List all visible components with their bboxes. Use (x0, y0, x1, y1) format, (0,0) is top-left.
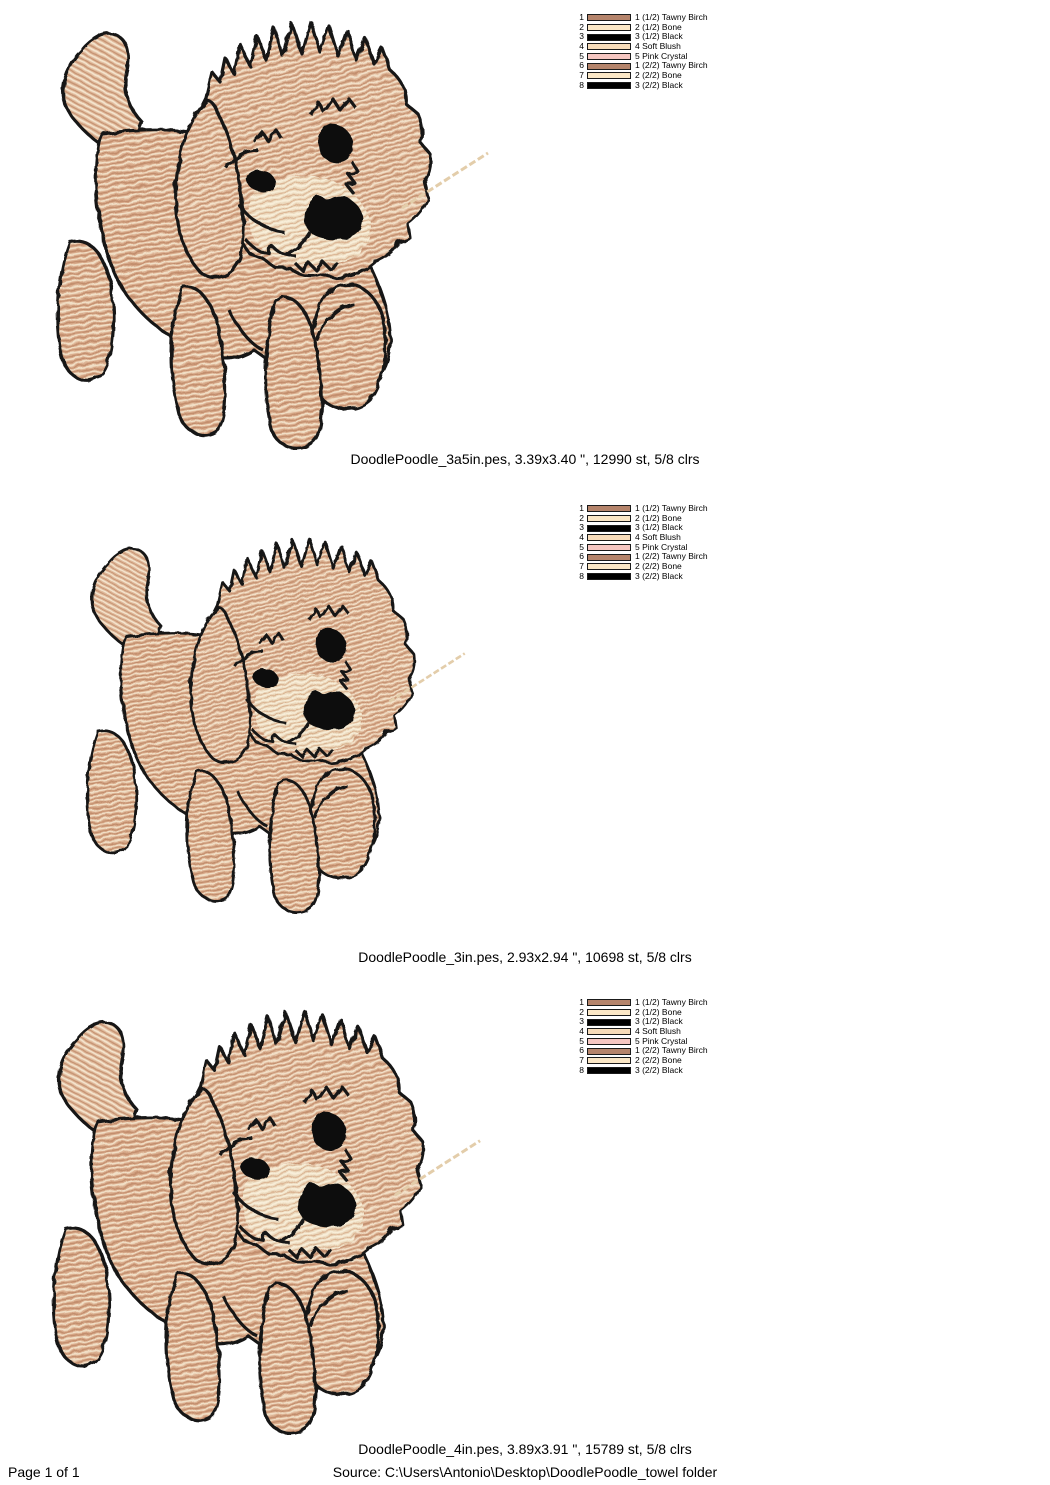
legend-color-swatch (587, 505, 631, 512)
legend-row-label: 1 (2/2) Tawny Birch (635, 551, 708, 562)
legend-row-number: 8 (579, 1064, 584, 1075)
legend-row-label: 3 (2/2) Black (635, 1064, 683, 1075)
thread-color-legend-3 (577, 998, 708, 1076)
legend-color-swatch (587, 34, 631, 41)
source-path: Source: C:\Users\Antonio\Desktop\DoodlePoodle_towel folder (332, 1464, 718, 1480)
legend-row-label: 1 (1/2) Tawny Birch (635, 997, 708, 1007)
legend-color-swatch (587, 999, 631, 1006)
legend-row-label: 1 (2/2) Tawny Birch (635, 60, 708, 71)
legend-row-label: 2 (1/2) Bone (635, 1006, 682, 1017)
legend-row-label: 2 (1/2) Bone (635, 21, 682, 32)
legend-color-swatch (587, 554, 631, 561)
legend-row-number: 5 (579, 541, 584, 552)
legend-row (577, 81, 708, 91)
legend-row-number: 3 (579, 31, 584, 42)
legend-row-label: 2 (2/2) Bone (635, 1055, 682, 1066)
legend-row-number: 5 (579, 1035, 584, 1046)
legend-row-number: 7 (579, 70, 584, 81)
design-caption-3: DoodlePoodle_4in.pes, 3.89x3.91 ", 15789 st, 5/8 clrs (358, 1441, 692, 1457)
legend-row-number: 2 (579, 512, 584, 523)
legend-color-swatch (587, 534, 631, 541)
legend-color-swatch (587, 63, 631, 70)
legend-row (577, 1066, 708, 1076)
legend-row-label: 4 Soft Blush (635, 41, 681, 52)
design-caption-2: DoodlePoodle_3in.pes, 2.93x2.94 ", 10698 st, 5/8 clrs (358, 949, 692, 965)
legend-row-label: 3 (2/2) Black (635, 570, 683, 581)
legend-row-number: 3 (579, 1016, 584, 1027)
legend-row-label: 3 (2/2) Black (635, 79, 683, 90)
legend-color-swatch (587, 24, 631, 31)
legend-color-swatch (587, 563, 631, 570)
legend-row-label: 4 Soft Blush (635, 1026, 681, 1037)
legend-row-number: 2 (579, 21, 584, 32)
legend-color-swatch (587, 1038, 631, 1045)
dog-embroidery-preview-2 (84, 528, 470, 914)
legend-row-number: 6 (579, 551, 584, 562)
legend-row-label: 5 Pink Crystal (635, 50, 688, 61)
legend-row-number: 8 (579, 79, 584, 90)
legend-color-swatch (587, 1019, 631, 1026)
legend-row-label: 5 Pink Crystal (635, 541, 688, 552)
legend-color-swatch (587, 1028, 631, 1035)
legend-row-number: 4 (579, 532, 584, 543)
legend-color-swatch (587, 573, 631, 580)
legend-row-number: 4 (579, 1026, 584, 1037)
legend-row-label: 3 (1/2) Black (635, 522, 683, 533)
legend-row-label: 3 (1/2) Black (635, 31, 683, 42)
legend-row (577, 572, 708, 582)
legend-row-label: 2 (2/2) Bone (635, 70, 682, 81)
legend-row-label: 1 (1/2) Tawny Birch (635, 12, 708, 22)
legend-row-number: 3 (579, 522, 584, 533)
dog-embroidery-preview-1 (54, 10, 494, 450)
legend-color-swatch (587, 1048, 631, 1055)
thread-color-legend-2 (577, 504, 708, 582)
legend-row-number: 8 (579, 570, 584, 581)
legend-color-swatch (587, 1067, 631, 1074)
legend-row-number: 1 (579, 503, 584, 513)
legend-row-label: 4 Soft Blush (635, 532, 681, 543)
legend-color-swatch (587, 43, 631, 50)
legend-row-label: 1 (1/2) Tawny Birch (635, 503, 708, 513)
legend-color-swatch (587, 82, 631, 89)
legend-row-number: 1 (579, 997, 584, 1007)
legend-color-swatch (587, 515, 631, 522)
legend-row-number: 2 (579, 1006, 584, 1017)
legend-color-swatch (587, 72, 631, 79)
legend-row-label: 3 (1/2) Black (635, 1016, 683, 1027)
legend-row-number: 6 (579, 60, 584, 71)
dog-embroidery-preview-3 (50, 999, 486, 1435)
page-number: Page 1 of 1 (8, 1464, 80, 1480)
legend-row-number: 4 (579, 41, 584, 52)
legend-color-swatch (587, 544, 631, 551)
legend-row-label: 2 (2/2) Bone (635, 561, 682, 572)
thread-color-legend-1 (577, 13, 708, 91)
legend-color-swatch (587, 53, 631, 60)
legend-row-label: 5 Pink Crystal (635, 1035, 688, 1046)
legend-row-label: 1 (2/2) Tawny Birch (635, 1045, 708, 1056)
legend-row-number: 7 (579, 561, 584, 572)
legend-row-number: 1 (579, 12, 584, 22)
design-caption-1: DoodlePoodle_3a5in.pes, 3.39x3.40 ", 12990 st, 5/8 clrs (350, 451, 700, 467)
legend-color-swatch (587, 1009, 631, 1016)
legend-row-label: 2 (1/2) Bone (635, 512, 682, 523)
legend-row-number: 6 (579, 1045, 584, 1056)
legend-row-number: 5 (579, 50, 584, 61)
legend-color-swatch (587, 1057, 631, 1064)
legend-color-swatch (587, 14, 631, 21)
legend-row-number: 7 (579, 1055, 584, 1066)
legend-color-swatch (587, 525, 631, 532)
